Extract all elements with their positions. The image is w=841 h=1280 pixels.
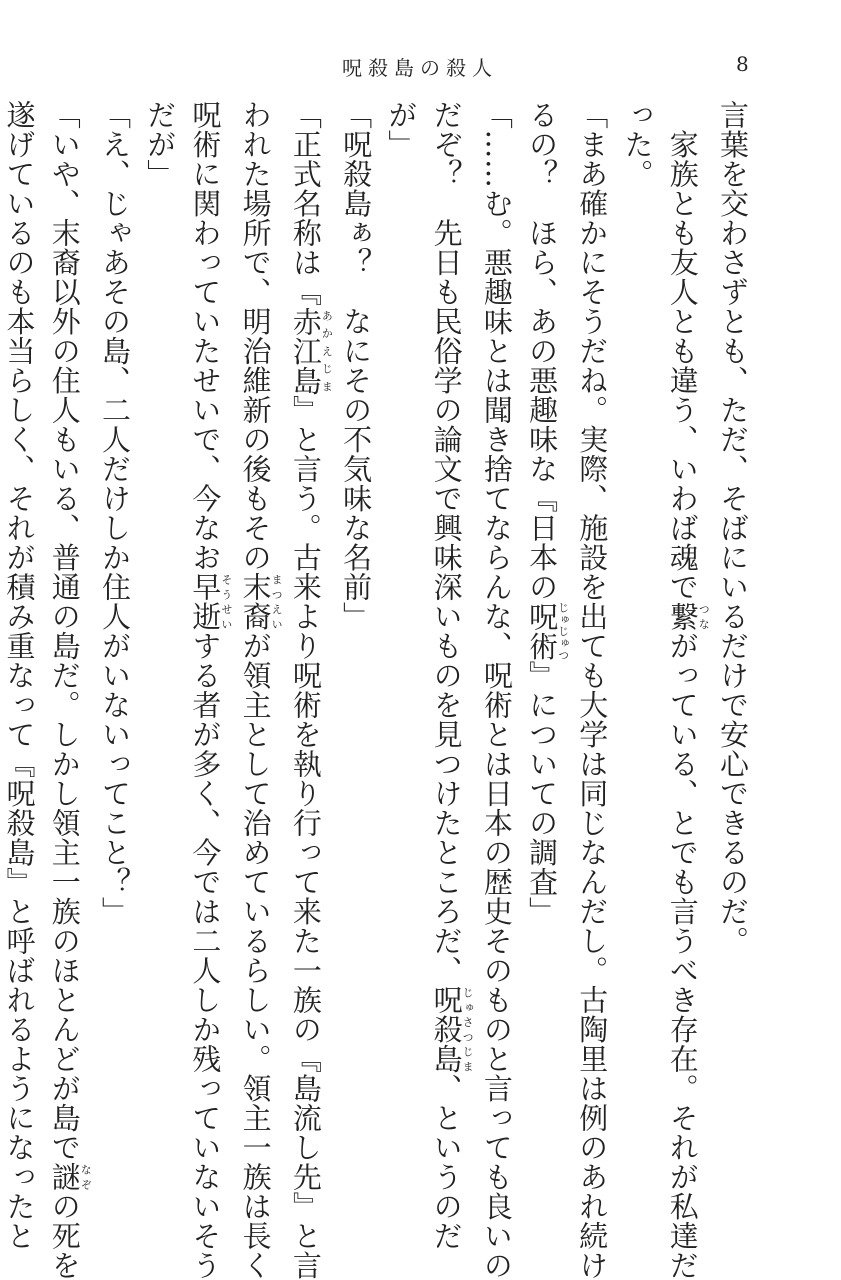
text-line (182, 100, 232, 1160)
text-segment: 「呪殺島ぁ？ なにその不気味な名前」 (339, 100, 373, 631)
text-line (232, 100, 282, 1160)
ruby-reading: あかえじま (320, 307, 333, 396)
running-title: 呪殺島の殺人 (250, 52, 590, 81)
text-segment: るの？ ほら、あの悪趣味な『日本の (525, 100, 559, 602)
text-line (569, 100, 614, 1160)
text-line (333, 100, 378, 1160)
ruby-word: 末裔まつえい (239, 572, 273, 631)
ruby-reading: なぞ (79, 1162, 92, 1192)
text-line (474, 100, 519, 1160)
ruby-reading: じゅさつじま (461, 985, 474, 1074)
text-segment: だぞ？ 先日も民俗学の論文で興味深いものを見つけたところだ、 (430, 100, 464, 985)
text-segment: った。 (621, 100, 655, 189)
text-line (0, 100, 41, 1160)
text-segment: 「いや、末裔以外の住人もいる、普通の島だ。しかし領主一族のほとんどが島で (48, 100, 82, 1162)
ruby-reading: まつえい (270, 572, 283, 631)
ruby-reading: つな (697, 602, 710, 632)
text-segment: 「正式名称は『 (289, 100, 323, 307)
text-line (92, 100, 137, 1160)
text-segment: 言葉を交わさずとも、ただ、そばにいるだけで安心できるのだ。 (716, 100, 750, 956)
text-segment: 』と言う。古来より呪術を執り行って来た一族の『島流し先』と言 (289, 395, 323, 1280)
text-line (378, 100, 423, 1160)
text-line (614, 100, 659, 1160)
ruby-word: 呪術じゅじゅつ (525, 602, 559, 661)
text-segment: する者が多く、今では二人しか残っていないそう (188, 631, 222, 1280)
text-segment: の死を (48, 1192, 82, 1280)
text-line (283, 100, 333, 1160)
text-segment: 』についての調査」 (525, 661, 559, 927)
text-segment: 、というのだ (430, 1074, 464, 1251)
text-segment: 「まあ確かにそうだね。実際、施設を出ても大学は同じなんだし。古陶里は例のあれ続け (575, 100, 609, 1280)
text-line (137, 100, 182, 1160)
text-segment: が領主として治めているらしい。領主一族は長く (239, 631, 273, 1280)
ruby-word: 繋つな (666, 602, 700, 632)
text-segment: が」 (384, 100, 418, 159)
ruby-word: 早逝そうせい (188, 572, 222, 631)
ruby-reading: じゅじゅつ (557, 602, 570, 661)
text-segment: 呪術に関わっていたせいで、今なお (188, 100, 222, 572)
text-segment: 遂げているのも本当らしく、それが積み重なって『呪殺島』と呼ばれるようになったと (2, 100, 36, 1251)
text-line (41, 100, 91, 1160)
text-segment: 家族とも友人とも違う、いわば魂で (666, 100, 700, 602)
page-number: 8 (736, 52, 749, 76)
text-segment: 「え、じゃあその島、二人だけしか住人がいないってこと？」 (98, 100, 132, 926)
text-segment: 「……む。悪趣味とは聞き捨てならんな、呪術とは日本の歴史そのものと言っても良いの (480, 100, 514, 1280)
ruby-reading: そうせい (220, 572, 233, 631)
ruby-word: 謎なぞ (48, 1162, 82, 1192)
ruby-word: 赤江島あかえじま (289, 307, 323, 396)
text-line (423, 100, 473, 1160)
text-segment: がっている、とでも言うべき存在。それが私達だ (666, 631, 700, 1280)
text-line (660, 100, 710, 1160)
text-segment: われた場所で、明治維新の後もその (239, 100, 273, 572)
text-line (519, 100, 569, 1160)
ruby-word: 呪殺島じゅさつじま (430, 985, 464, 1074)
text-segment: だが」 (143, 100, 177, 189)
text-line (710, 100, 755, 1160)
novel-body-text (115, 100, 755, 1160)
